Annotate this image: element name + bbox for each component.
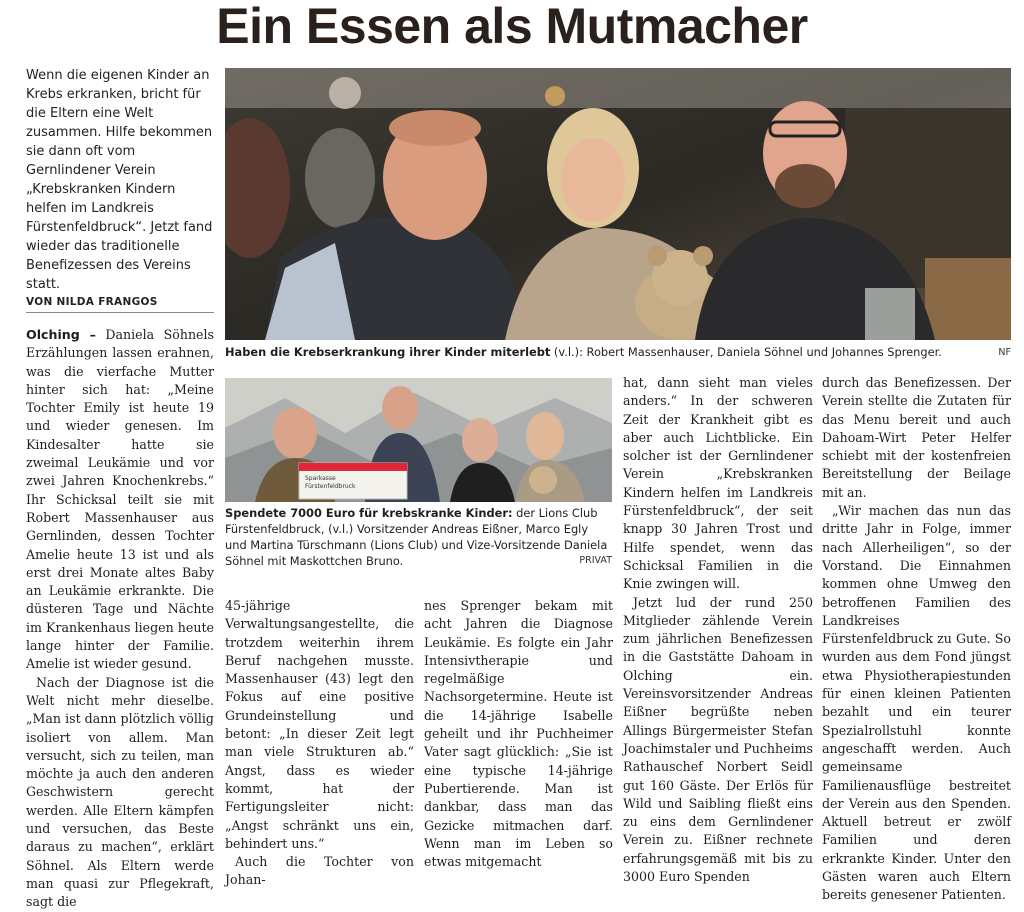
main-photo: [225, 68, 1011, 340]
article-paragraph: Nach der Diagnose ist die Welt nicht mehr dieselbe. „Man ist dann plötzlich völlig isoliert von allem. Man versucht, sich zu teilen, man möchte ja auch den anderen Geschwistern gerecht werden. Alle Eltern kämpfen und versuchen, das Beste daraus zu machen“, erklärt Söhnel. Als Eltern werde man quasi zur Pflegekraft, sagt die: [26, 674, 214, 910]
article-paragraph: Jetzt lud der rund 250 Mitglieder zählende Verein zum jährlichen Benefizessen in die Gaststätte Dahoam in Olching ein. Vereinsvorsitzender Andreas Eißner begrüßte neben Allings Bürgermeister Stefan Joachimstaler und Puchheims Rathauschef Norbert Seidl gut 160 Gäste. Der Erlös für Wild und Saibling fließt eins zu eins dem Gernlindener Verein zu. Eißner rechnete erfahrungsgemäß mit bis zu 3000 Euro Spenden: [623, 594, 813, 885]
paragraph-text: Daniela Söhnels Erzählungen lassen erahnen, was die vierfache Mutter hinter sich hat: „Meine Tochter Emily ist heute 19 und wieder genesen. Im Kindesalter hatte sie zweimal Leukämie und vor zwei Jahren Knochenkrebs.“ Ihr Schicksal teilt sie mit Robert Massenhauser aus Gernlinden, dessen Tochter Amelie heute 13 ist und als erst drei Monate altes Baby an Leukämie erkrankte. Die düsteren Tage und Nächte im Krankenhaus liegen heute lange hinter der Familie. Amelie ist wieder gesund.: [26, 327, 214, 672]
main-photo-caption: [225, 344, 1011, 360]
article-column-3: [424, 597, 613, 871]
check-caption-text: der Lions Club Fürstenfeldbruck, (v.l.) Vorsitzender Andreas Eißner, Marco Egly und Martina Türschmann (Lions Club) und Vize-Vorsitzende Daniela Söhnel mit Maskottchen Bruno.: [225, 506, 608, 568]
article-paragraph: Auch die Tochter von Johan-: [225, 854, 414, 888]
check-branch: Fürstenfeldbruck: [305, 483, 356, 490]
article-paragraph: nes Sprenger bekam mit acht Jahren die Diagnose Leukämie. Es folgte ein Jahr Intensivtherapie und regelmäßige Nachsorgetermine. Heute ist die 14-jährige Isabelle geheilt und ihr Puchheimer Vater sagt glücklich: „Sie ist eine typische 14-jährige Pubertierende. Man ist dankbar, dass man das Gezicke mitmachen darf. Wenn man im Leben so etwas mitgemacht: [424, 598, 613, 870]
check-handover-photo: [225, 378, 612, 502]
article-column-2: [225, 597, 414, 890]
check-photo-credit: PRIVAT: [579, 555, 612, 566]
article-paragraph: hat, dann sieht man vieles anders.“ In der schweren Zeit der Krankheit gibt es aber auch Lichtblicke. Ein solcher ist der Gernlindener Verein „Krebskranken Kindern helfen im Landkreis Fürstenfeldbruck“, der seit knapp 30 Jahren Trost und Hilfe spendet, wenn das Schicksal Familien in die Knie zwingen will.: [623, 375, 813, 592]
article-paragraph: 45-jährige Verwaltungsangestellte, die trotzdem weiterhin ihrem Beruf nachgehen musste. Massenhauser (43) legt den Fokus auf eine positive Grundeinstellung und betont: „In dieser Zeit legt man viele Strukturen ab.“ Angst, dass es wieder kommt, hat der Fertigungsleiter nicht: „Angst schränkt uns ein, behindert uns.“: [225, 598, 414, 851]
article-paragraph: [26, 326, 214, 674]
byline-rule: [26, 312, 214, 313]
article-paragraph: durch das Benefizessen. Der Verein stellte die Zutaten für das Menu bereit und auch Dahoam-Wirt Peter Helfer schiebt mit der kostenfreien Bereitstellung der Beilage mit an.: [822, 375, 1011, 500]
check-photo-caption: [225, 505, 612, 569]
main-caption-text: (v.l.): Robert Massenhauser, Daniela Söhnel und Johannes Sprenger.: [550, 345, 942, 359]
check-caption-bold: Spendete 7000 Euro für krebskranke Kinder:: [225, 506, 513, 520]
article-column-4: [623, 374, 813, 886]
dateline: Olching –: [26, 327, 96, 342]
headline: Ein Essen als Mutmacher: [216, 0, 808, 54]
check-bank: Sparkasse: [305, 475, 336, 482]
article-column-5: [822, 374, 1011, 905]
restaurant-group-photo: [225, 68, 1011, 340]
main-caption-bold: Haben die Krebserkrankung ihrer Kinder miterlebt: [225, 345, 551, 359]
teaser: Wenn die eigenen Kinder an Krebs erkranken, bricht für die Eltern eine Welt zusammen. Hilfe bekommen sie dann oft vom Gernlindener Verein „Krebskranken Kindern helfen im Landkreis Fürstenfeldbruck“. Jetzt fand wieder das traditionelle Benefizessen des Vereins statt.: [26, 68, 213, 292]
check-photo: [225, 378, 612, 502]
article-column-1: [26, 326, 214, 912]
byline: VON NILDA FRANGOS: [26, 296, 158, 308]
main-photo-credit: NF: [998, 347, 1011, 358]
article-paragraph: „Wir machen das nun das dritte Jahr in Folge, immer nach Allerheiligen“, so der Vorstand. Die Einnahmen kommen ohne Umweg den betroffenen Familien des Landkreises Fürstenfeldbruck zu Gute. So wurden aus dem Fond jüngst etwa Physiotherapiestunden für einen kleinen Patienten bezahlt und ein teurer Spezialrollstuhl konnte angeschafft werden. Auch gemeinsame Familienausflüge bestreitet der Verein aus den Spenden. Aktuell betreut er zwölf Familien und deren erkrankte Kinder. Unter den Gästen waren auch Eltern bereits genesener Patienten.: [822, 503, 1011, 903]
